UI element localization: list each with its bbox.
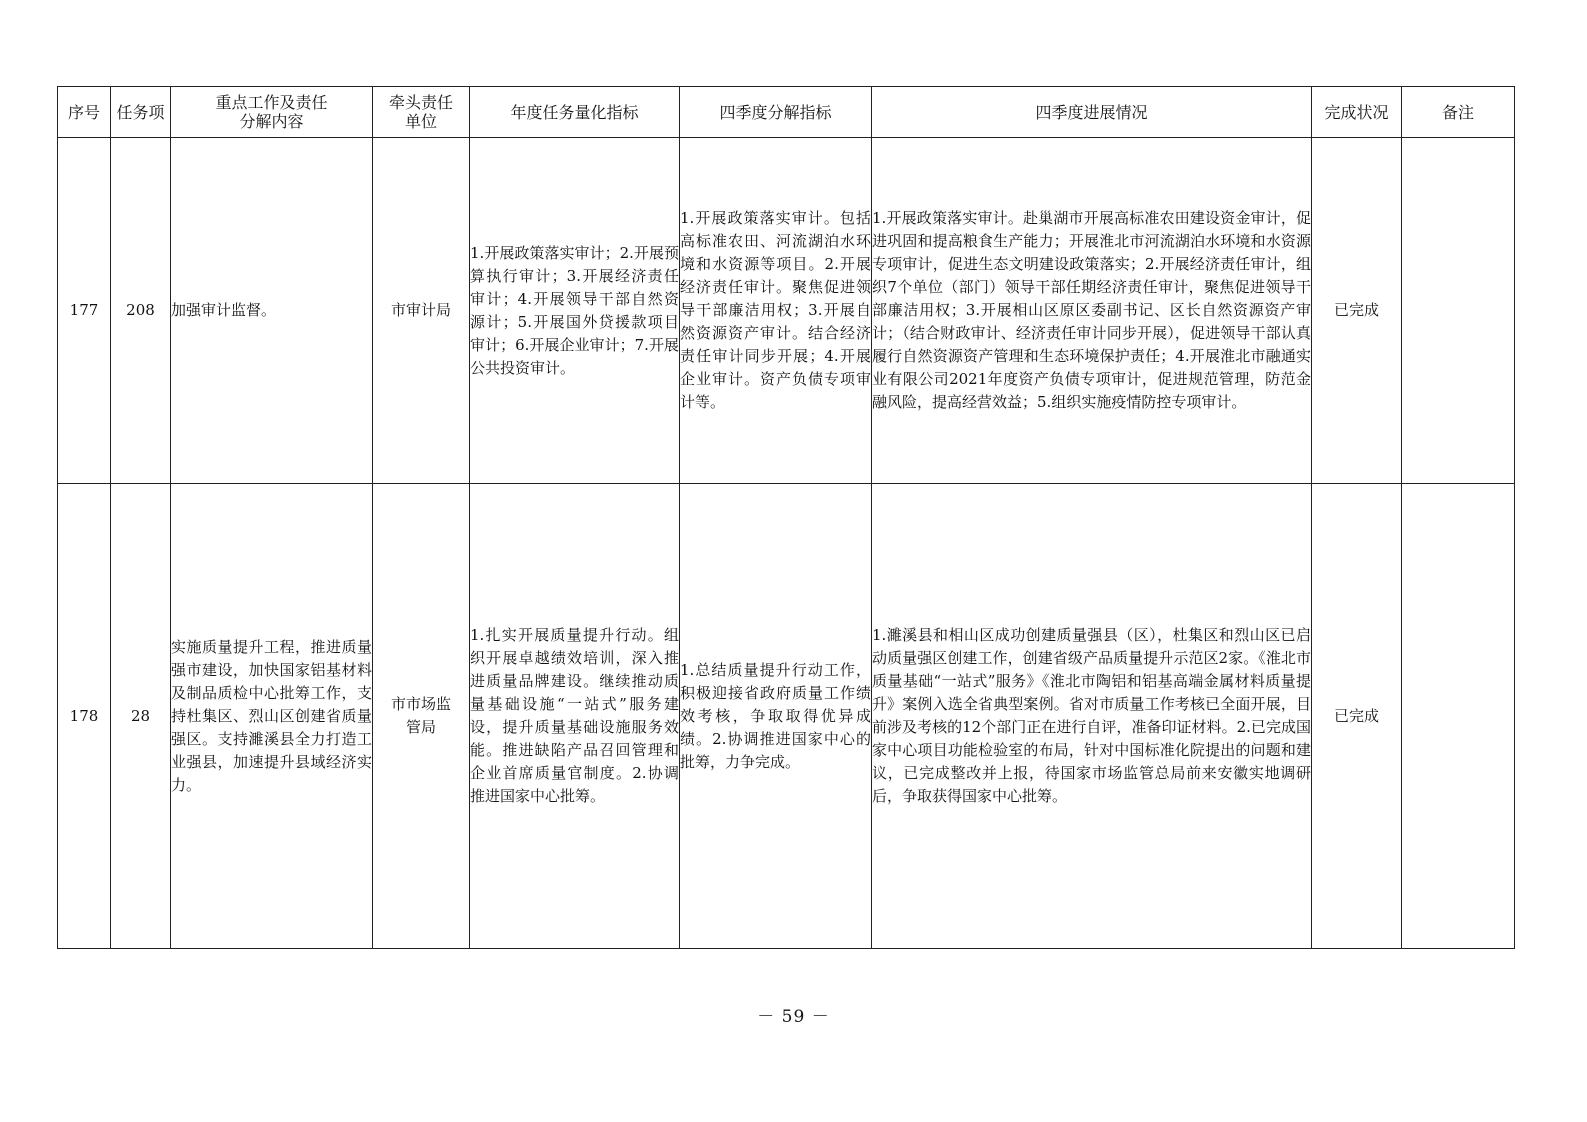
table-row [58, 138, 1515, 484]
cell-task-no: 208 [111, 138, 171, 484]
cell-status: 已完成 [1312, 138, 1402, 484]
header-q4-progress: 四季度进展情况 [872, 87, 1312, 138]
task-table [57, 86, 1515, 949]
header-unit-line2: 单位 [404, 112, 437, 131]
cell-status: 已完成 [1312, 484, 1402, 949]
cell-seq: 178 [58, 484, 111, 949]
header-seq: 序号 [58, 87, 111, 138]
cell-task-no: 28 [111, 484, 171, 949]
cell-seq: 177 [58, 138, 111, 484]
header-content [171, 87, 373, 138]
header-content-line2: 分解内容 [239, 112, 304, 131]
header-content-line1: 重点工作及责任 [215, 93, 328, 112]
table-row [58, 484, 1515, 949]
header-q4-target: 四季度分解指标 [680, 87, 872, 138]
header-annual-target: 年度任务量化指标 [470, 87, 680, 138]
header-unit [373, 87, 470, 138]
cell-q4-progress: 1.濉溪县和相山区成功创建质量强县（区），杜集区和烈山区已启动质量强区创建工作，创建省级产品质量提升示范区2家。《淮北市质量基础“一站式”服务》《淮北市陶铝和铝基高端金属材料质量提升》案例入选全省典型案例。省对市质量工作考核已全面开展，目前涉及考核的12个部门正在进行自评，准备印证材料。2.已完成国家中心项目功能检验室的布局，针对中国标准化院提出的问题和建议，已完成整改并上报，待国家市场监管总局前来安徽实地调研后，争取获得国家中心批筹。 [872, 484, 1312, 949]
header-status: 完成状况 [1312, 87, 1402, 138]
cell-unit [373, 484, 470, 949]
cell-q4-target: 1.总结质量提升行动工作，积极迎接省政府质量工作绩效考核，争取取得优异成绩。2.协调推进国家中心的批筹，力争完成。 [680, 484, 872, 949]
header-unit-line1: 牵头责任 [388, 93, 453, 112]
cell-note [1402, 138, 1515, 484]
cell-unit: 市审计局 [373, 138, 470, 484]
header-note: 备注 [1402, 87, 1515, 138]
cell-note [1402, 484, 1515, 949]
cell-annual-target: 1.扎实开展质量提升行动。组织开展卓越绩效培训，深入推进质量品牌建设。继续推动质量基础设施“一站式”服务建设，提升质量基础设施服务效能。推进缺陷产品召回管理和企业首席质量官制度。2.协调推进国家中心批筹。 [470, 484, 680, 949]
table-header-row [58, 87, 1515, 138]
cell-annual-target: 1.开展政策落实审计；2.开展预算执行审计；3.开展经济责任审计；4.开展领导干部自然资源计；5.开展国外贷援款项目审计；6.开展企业审计；7.开展公共投资审计。 [470, 138, 680, 484]
cell-q4-progress: 1.开展政策落实审计。赴巢湖市开展高标准农田建设资金审计，促进巩固和提高粮食生产能力；开展淮北市河流湖泊水环境和水资源专项审计，促进生态文明建设政策落实；2.开展经济责任审计，组织7个单位（部门）领导干部任期经济责任审计，聚焦促进领导干部廉洁用权；3.开展相山区原区委副书记、区长自然资源资产审计；（结合财政审计、经济责任审计同步开展），促进领导干部认真履行自然资源资产管理和生态环境保护责任；4.开展淮北市融通实业有限公司2021年度资产负债专项审计，促进规范管理，防范金融风险，提高经营效益；5.组织实施疫情防控专项审计。 [872, 138, 1312, 484]
cell-content: 实施质量提升工程，推进质量强市建设，加快国家铝基材料及制品质检中心批筹工作，支持杜集区、烈山区创建省质量强区。支持濉溪县全力打造工业强县，加速提升县域经济实力。 [171, 484, 373, 949]
cell-q4-target: 1.开展政策落实审计。包括高标准农田、河流湖泊水环境和水资源等项目。2.开展经济责任审计。聚焦促进领导干部廉洁用权；3.开展自然资源资产审计。结合经济责任审计同步开展；4.开展企业审计。资产负债专项审计等。 [680, 138, 872, 484]
header-task-no: 任务项 [111, 87, 171, 138]
cell-content: 加强审计监督。 [171, 138, 373, 484]
cell-unit-text: 市市场监管局 [390, 695, 451, 736]
page-number: － 59 － [757, 1007, 830, 1027]
